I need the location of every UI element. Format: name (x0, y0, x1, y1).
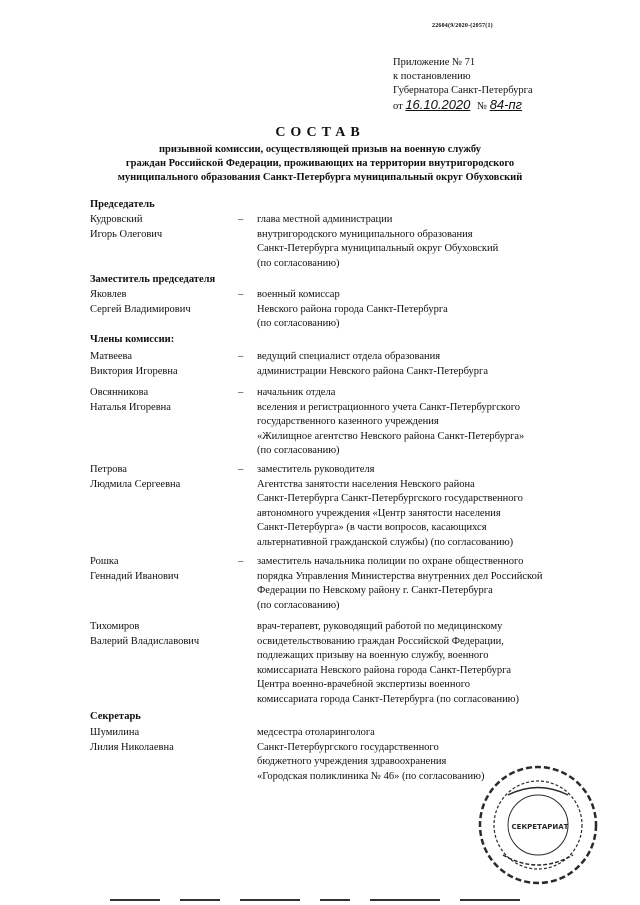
member-dash: – (238, 289, 244, 300)
stamp-text: СЕКРЕТАРИАТ (511, 823, 569, 831)
member-name (90, 555, 230, 584)
position-line: (по согласованию) (257, 318, 340, 329)
position-line: комиссариата Невского района города Санкт-Петербурга (257, 664, 512, 676)
member-name (90, 463, 230, 492)
position-line: глава местной администрации (257, 214, 393, 225)
member-dash: – (238, 387, 244, 398)
position-line: медсестра отоларинголога (257, 727, 375, 738)
member-given-name: Игорь Олегович (90, 228, 163, 240)
appendix-line-2: к постановлению (393, 71, 471, 82)
position-line: (по согласованию) (257, 599, 340, 611)
position-line: автономного учреждения «Центр занятости населения (257, 507, 501, 519)
member-name (90, 386, 230, 415)
member-given-name: Геннадий Иванович (90, 570, 179, 582)
position-line: Санкт-Петербурга муниципальный округ Обуховский (257, 243, 499, 254)
appendix-line-3: Губернатора Санкт-Петербурга (393, 85, 533, 96)
position-line: Санкт-Петербурга» (в части вопросов, касающихся (257, 522, 487, 533)
member-name (90, 726, 230, 755)
date-prefix: от (393, 101, 403, 112)
position-line: подлежащих призыву на военную службу, военного (257, 650, 489, 661)
position-line: Санкт-Петербургского государственного (257, 741, 439, 753)
position-line: (по согласованию) (257, 257, 340, 269)
member-dash: – (238, 556, 244, 567)
member-surname: Матвеева (90, 351, 133, 362)
position-line: врач-терапевт, руководящий работой по медицинскому (257, 621, 503, 632)
position-line: вселения и регистрационного учета Санкт-Петербургского (257, 401, 520, 413)
position-line: заместитель руководителя (257, 464, 375, 475)
member-surname: Петрова (90, 464, 127, 475)
member-name (90, 350, 230, 379)
member-given-name: Лилия Николаевна (90, 741, 174, 753)
position-line: порядка Управления Министерства внутренних дел Российской (257, 570, 543, 582)
position-line: Агентства занятости населения Невского района (257, 478, 475, 490)
member-position (257, 350, 629, 379)
member-position (257, 555, 629, 613)
section-deputy: Заместитель председателя (90, 274, 216, 285)
appendix-date-line (393, 98, 540, 114)
member-given-name: Наталья Игоревна (90, 401, 171, 413)
position-line: Санкт-Петербурга Санкт-Петербургского государственного (257, 493, 523, 504)
scan-footer-marks (110, 898, 530, 902)
member-surname: Овсянникова (90, 387, 149, 398)
member-name (90, 213, 230, 242)
position-line: альтернативной гражданской службы) (по согласованию) (257, 536, 514, 548)
position-line: начальник отдела (257, 387, 336, 398)
member-position (257, 463, 629, 550)
position-line: заместитель начальника полиции по охране общественного (257, 556, 524, 567)
position-line: Центра военно-врачебной экспертизы военного (257, 679, 471, 690)
member-surname: Рошка (90, 556, 119, 567)
number-prefix: № (477, 101, 488, 112)
position-line: Федерации по Невскому району г. Санкт-Петербурга (257, 585, 493, 596)
member-surname: Кудровский (90, 214, 143, 225)
position-line: комиссариата города Санкт-Петербурга (по согласованию) (257, 693, 520, 705)
appendix-block (393, 56, 540, 114)
position-line: «Городская поликлиника № 46» (по согласованию) (257, 770, 485, 782)
position-line: Невского района города Санкт-Петербурга (257, 303, 448, 315)
subtitle-line: граждан Российской Федерации, проживающих на территории внутригородского (125, 158, 515, 169)
member-dash: – (238, 464, 244, 475)
member-position (257, 213, 629, 271)
position-line: бюджетного учреждения здравоохранения (257, 756, 447, 767)
decree-date: 16.10.2020 (405, 97, 471, 112)
section-secretary: Секретарь (90, 711, 141, 722)
member-dash: – (238, 214, 244, 225)
position-line: администрации Невского района Санкт-Петербурга (257, 365, 488, 377)
member-dash: – (238, 351, 244, 362)
member-surname: Яковлев (90, 289, 127, 300)
decree-number: 84-пг (489, 97, 523, 112)
subtitle-line: призывной комиссии, осуществляющей призыв на военную службу (159, 144, 481, 155)
position-line: государственного казенного учреждения (257, 416, 439, 427)
position-line: (по согласованию) (257, 445, 340, 456)
section-chair: Председатель (90, 199, 155, 210)
member-position (257, 620, 629, 707)
appendix-line-1: Приложение № 71 (393, 57, 476, 68)
position-line: «Жилищное агентство Невского района Санкт-Петербурга» (257, 430, 525, 442)
position-line: военный комиссар (257, 289, 340, 300)
position-line: внутригородского муниципального образования (257, 228, 473, 240)
document-subtitle (60, 143, 580, 185)
member-position (257, 386, 629, 459)
secretariat-stamp (468, 755, 598, 885)
member-given-name: Валерий Владиславович (90, 635, 200, 647)
member-given-name: Виктория Игоревна (90, 365, 178, 377)
member-position (257, 288, 629, 332)
subtitle-line: муниципального образования Санкт-Петербурга муниципальный округ Обуховский (117, 172, 523, 183)
position-line: освидетельствованию граждан Российской Федерации, (257, 635, 504, 647)
member-surname: Тихомиров (90, 621, 140, 632)
member-given-name: Людмила Сергеевна (90, 478, 181, 490)
member-given-name: Сергей Владимирович (90, 303, 191, 315)
section-members: Члены комиссии: (90, 334, 175, 345)
member-name (90, 288, 230, 317)
document-title: СОСТАВ (275, 125, 365, 140)
member-surname: Шумилина (90, 727, 140, 738)
registration-number: 22604(9/2020-(2057(1) (432, 23, 493, 29)
position-line: ведущий специалист отдела образования (257, 351, 441, 362)
member-name (90, 620, 230, 649)
